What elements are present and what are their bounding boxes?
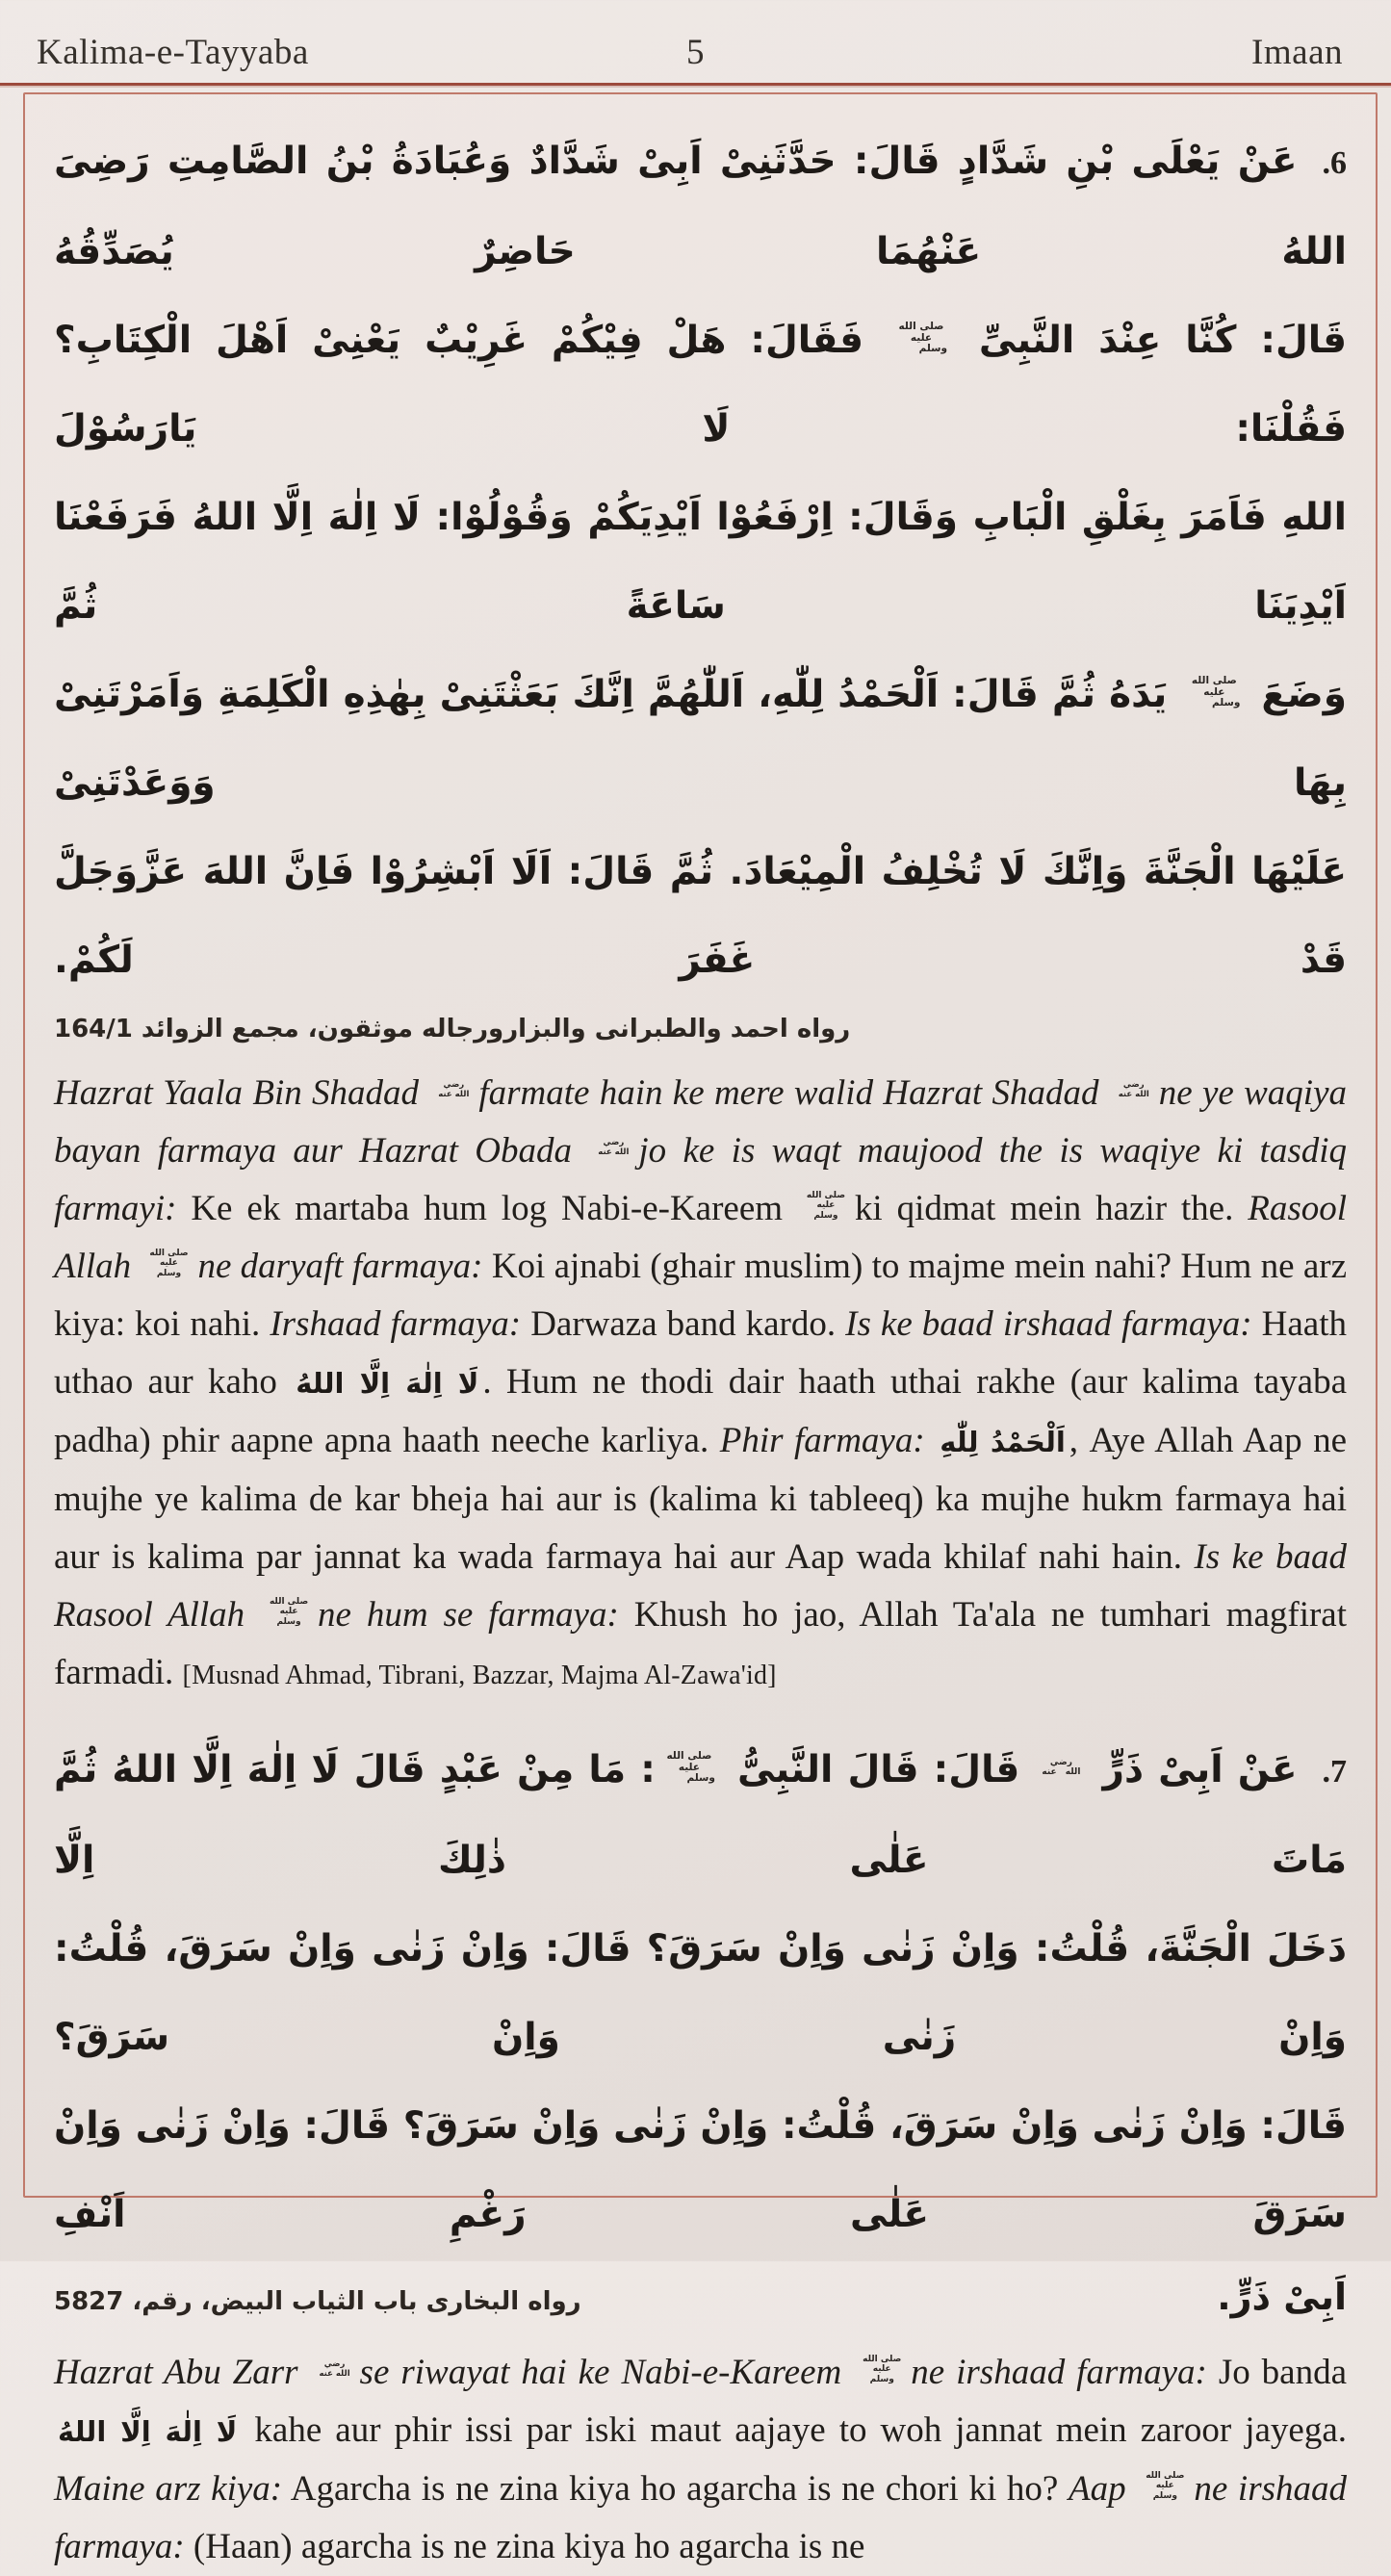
text-segment: لَا اِلٰهَ اِلَّا اللهُ xyxy=(296,1367,479,1400)
text-segment: Aap xyxy=(1069,2469,1126,2509)
text-segment: Agarcha is ne zina kiya ho agarcha is ne chori ki ho? xyxy=(290,2469,1069,2509)
page-header xyxy=(0,0,1391,83)
salat-seal-icon: صلى الله عليه وسلم xyxy=(269,1597,309,1627)
hadith-6-arabic xyxy=(54,117,1347,1005)
text-segment: لَا اِلٰهَ اِلَّا اللهُ xyxy=(58,2415,238,2448)
hadith-number: 6. xyxy=(1322,145,1347,181)
text-segment: Darwaza band kardo. xyxy=(530,1304,846,1344)
text-segment: Khush ho jao, Allah Ta'ala ne tumhari magfirat farmadi. xyxy=(54,1595,1348,1692)
text-segment: Maine arz kiya: xyxy=(54,2469,283,2509)
text-segment: فَقَالَ: هَلْ فِيْكُمْ غَرِيْبٌ يَعْنِىْ اَهْلَ الْكِتَابِ؟ فَقُلْنَا: لَا يَارَسُوْلَ xyxy=(54,319,1347,451)
text-segment: (Haan) agarcha is ne zina kiya ho agarcha is ne xyxy=(193,2527,865,2566)
salat-seal-icon: صلى الله عليه وسلم xyxy=(1146,2471,1185,2501)
arabic-text-line xyxy=(54,1726,1347,1905)
text-segment: اَلْحَمْدُ لِلّٰهِ xyxy=(940,1426,1066,1458)
header-rule xyxy=(0,83,1391,86)
arabic-text-line xyxy=(54,117,1347,296)
salat-seal-icon: صلى الله عليه وسلم xyxy=(666,1749,715,1785)
page-number: 5 xyxy=(686,33,705,72)
hadith-number: 7. xyxy=(1322,1754,1347,1790)
text-segment: عَنْ اَبِىْ ذَرٍّ xyxy=(1088,1748,1298,1791)
text-segment: ne hum se farmaya: xyxy=(318,1595,619,1635)
text-segment: Haath uthao aur kaho xyxy=(54,1304,1348,1402)
text-segment: Jo banda xyxy=(1218,2353,1348,2392)
text-segment: ne irshaad farmaya: xyxy=(911,2353,1207,2392)
salat-seal-icon: صلى الله عليه وسلم xyxy=(806,1191,846,1221)
text-segment: jo ke is waqt maujood the is waqiye ki tasdiq farmayi: xyxy=(54,1131,1347,1228)
arabic-text-line xyxy=(54,296,1347,474)
text-segment: Rasool Allah xyxy=(54,1189,1347,1286)
text-segment: دَخَلَ الْجَنَّةَ، قُلْتُ: وَاِنْ زَنٰى وَاِنْ سَرَقَ؟ قَالَ: وَاِنْ زَنٰى وَاِنْ سَرَقَ، قُلْتُ: وَاِنْ زَنٰى وَاِنْ سَرَقَ؟ xyxy=(54,1927,1347,2059)
text-segment: قَالَ: قَالَ النَّبِىُّ xyxy=(722,1748,1035,1791)
hadith-7-block xyxy=(54,1726,1347,2576)
salat-seal-icon: صلى الله عليه وسلم xyxy=(898,320,947,355)
hadith-7-arabic xyxy=(54,1726,1347,2259)
hadith-7-translation xyxy=(54,2344,1347,2576)
text-segment: . Hum ne thodi dair haath uthai rakhe (aur kalima tayaba padha) phir aapne apna haath neeche karliya. xyxy=(54,1362,1347,1460)
text-segment: Koi ajnabi (ghair muslim) to majme mein nahi? Hum ne arz kiya: koi nahi. xyxy=(54,1247,1348,1344)
text-segment: ki qidmat mein hazir the. xyxy=(854,1189,1249,1228)
arabic-text-line xyxy=(54,474,1347,651)
text-segment: , Aye Allah Aap ne mujhe ye kalima de kar bheja hai aur is (kalima ki tableeq) ka mujhe hukm farmaya hai aur is kalima par jannat ka wada farmaya hai aur Aap wada khilaf nahi hain. xyxy=(54,1421,1347,1577)
radi-seal-icon: رضي الله عنه xyxy=(438,1080,470,1099)
hadith-7-tail-row xyxy=(54,2263,1347,2331)
text-segment: ne daryaft farmaya: xyxy=(197,1247,483,1286)
text-segment: Hazrat Yaala Bin Shadad xyxy=(54,1073,420,1113)
salat-seal-icon: صلى الله عليه وسلم xyxy=(863,2355,902,2384)
text-segment: عَنْ يَعْلَى بْنِ شَدَّادٍ قَالَ: حَدَّثَنِىْ اَبِىْ شَدَّادٌ وَعُبَادَةُ بْنُ الصَّامِتِ رَضِىَ اللهُ عَنْهُمَا حَاضِرٌ يُصَدِّقُهُ xyxy=(54,140,1347,273)
text-segment: قَالَ: كُنَّا عِنْدَ النَّبِىِّ xyxy=(954,319,1347,362)
radi-seal-icon: رضي الله عنه xyxy=(319,2359,350,2379)
text-segment: farmate hain ke mere walid Hazrat Shadad xyxy=(478,1073,1099,1113)
arabic-text-line xyxy=(54,2082,1347,2259)
radi-seal-icon: رضي الله عنه xyxy=(598,1138,630,1157)
hadith-6-takhrij: رواه احمد والطبرانى والبزارورجاله موثقون، مجمع الزوائد 164/1 xyxy=(54,1015,851,1043)
text-segment: : مَا مِنْ عَبْدٍ قَالَ لَا اِلٰهَ اِلَّا اللهُ ثُمَّ مَاتَ عَلٰى ذٰلِكَ اِلَّا xyxy=(54,1748,1347,1882)
text-segment: عَلَيْهَا الْجَنَّةَ وَاِنَّكَ لَا تُخْلِفُ الْمِيْعَادَ. ثُمَّ قَالَ: اَلَا اَبْشِرُوْا فَاِنَّ اللهَ عَزَّوَجَلَّ قَدْ غَفَرَ لَكُمْ. xyxy=(54,850,1347,982)
text-segment: اللهِ فَاَمَرَ بِغَلْقِ الْبَابِ وَقَالَ: اِرْفَعُوْا اَيْدِيَكُمْ وَقُوْلُوْا: لَا اِلٰهَ اِلَّا اللهُ فَرَفَعْنَا اَيْدِيَنَا سَاعَةً ثُمَّ xyxy=(54,496,1347,628)
radi-seal-icon: رضي الله عنه xyxy=(1042,1757,1081,1777)
text-segment: Irshaad farmaya: xyxy=(270,1304,522,1344)
text-segment: Is ke baad irshaad farmaya: xyxy=(845,1304,1252,1344)
hadith-6-block xyxy=(54,117,1347,1705)
salat-seal-icon: صلى الله عليه وسلم xyxy=(1191,674,1241,709)
text-segment: se riwayat hai ke Nabi-e-Kareem xyxy=(359,2353,842,2392)
text-segment: [Musnad Ahmad, Tibrani, Bazzar, Majma Al-Zawa'id] xyxy=(182,1661,777,1690)
content-box xyxy=(23,92,1378,2566)
radi-seal-icon: رضي الله عنه xyxy=(1118,1080,1149,1099)
text-segment: Ke ek martaba hum log Nabi-e-Kareem xyxy=(191,1189,784,1228)
section-spacer xyxy=(54,1705,1347,1726)
hadith-7-narrator: اَبِىْ ذَرٍّ. xyxy=(1217,2276,1347,2318)
hadith-7-takhrij: رواه البخارى باب الثياب البيض، رقم، 5827 xyxy=(54,2287,581,2316)
text-segment: قَالَ: وَاِنْ زَنٰى وَاِنْ سَرَقَ، قُلْتُ: وَاِنْ زَنٰى وَاِنْ سَرَقَ؟ قَالَ: وَاِنْ زَنٰى وَاِنْ سَرَقَ عَلٰى رَغْمِ اَنْفِ xyxy=(54,2104,1347,2236)
header-title-left: Kalima-e-Tayyaba xyxy=(37,33,309,72)
text-segment: ne ye waqiya bayan farmaya aur Hazrat Obada xyxy=(54,1073,1348,1171)
text-segment: وَضَعَ xyxy=(1248,673,1347,716)
arabic-text-line xyxy=(54,828,1347,1005)
text-segment: Hazrat Abu Zarr xyxy=(54,2353,298,2392)
arabic-text-line xyxy=(54,1905,1347,2082)
header-title-right: Imaan xyxy=(1251,33,1343,72)
text-segment: Is ke baad Rasool Allah xyxy=(54,1537,1347,1635)
arabic-text-line xyxy=(54,651,1347,828)
text-segment: يَدَهُ ثُمَّ قَالَ: اَلْحَمْدُ لِلّٰهِ، اَللّٰهُمَّ اِنَّكَ بَعَثْتَنِىْ بِهٰذِهِ الْكَلِمَةِ وَاَمَرْتَنِىْ بِهَا وَوَعَدْتَنِىْ xyxy=(54,673,1347,805)
text-segment: ne irshaad farmaya: xyxy=(54,2469,1348,2566)
salat-seal-icon: صلى الله عليه وسلم xyxy=(149,1249,189,1278)
text-segment: Phir farmaya: xyxy=(719,1421,925,1460)
text-segment: kahe aur phir issi par iski maut aajaye to woh jannat mein zaroor jayega. xyxy=(241,2410,1347,2450)
hadith-6-translation xyxy=(54,1065,1347,1705)
